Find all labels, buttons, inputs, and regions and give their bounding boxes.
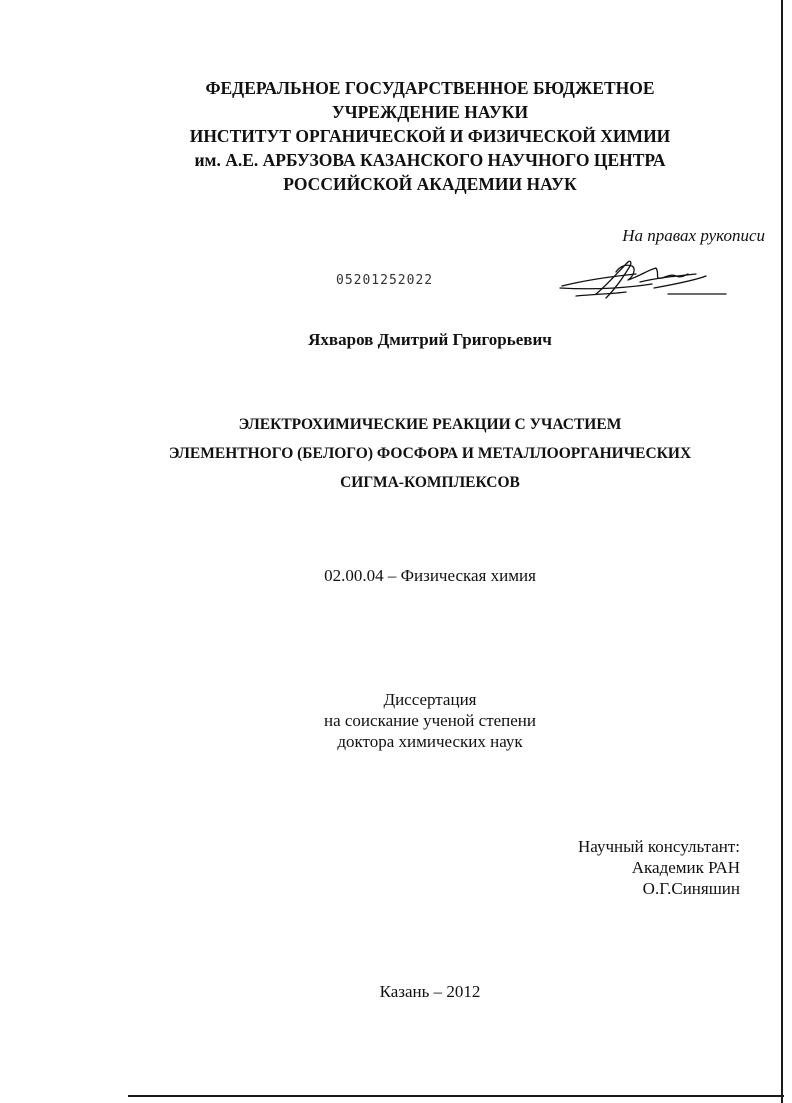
consultant-label: Научный консультант: bbox=[578, 837, 740, 856]
signature-icon bbox=[556, 254, 730, 304]
degree-line-3: доктора химических наук bbox=[337, 732, 523, 751]
author-name: Яхваров Дмитрий Григорьевич bbox=[308, 330, 552, 349]
institution-line-2: УЧРЕЖДЕНИЕ НАУКИ bbox=[331, 102, 529, 122]
degree-line-2: на соискание ученой степени bbox=[323, 711, 537, 730]
scan-edge-bottom bbox=[128, 1095, 784, 1097]
institution-line-5: РОССИЙСКОЙ АКАДЕМИИ НАУК bbox=[283, 174, 577, 194]
title-line-3: СИГМА-КОМПЛЕКСОВ bbox=[340, 474, 520, 491]
rights-note: На правах рукописи bbox=[622, 226, 765, 245]
consultant-rank: Академик РАН bbox=[631, 858, 740, 877]
title-line-1: ЭЛЕКТРОХИМИЧЕСКИЕ РЕАКЦИИ С УЧАСТИЕМ bbox=[238, 416, 622, 433]
stamp-number: 05201252022 bbox=[336, 273, 434, 288]
institution-line-3: ИНСТИТУТ ОРГАНИЧЕСКОЙ И ФИЗИЧЕСКОЙ ХИМИИ bbox=[189, 126, 671, 146]
institution-line-1: ФЕДЕРАЛЬНОЕ ГОСУДАРСТВЕННОЕ БЮДЖЕТНОЕ bbox=[205, 78, 655, 98]
specialty-code: 02.00.04 – Физическая химия bbox=[324, 566, 536, 585]
degree-statement bbox=[150, 689, 710, 752]
title-line-2: ЭЛЕМЕНТНОГО (БЕЛОГО) ФОСФОРА И МЕТАЛЛООРГАНИЧЕСКИХ bbox=[168, 445, 692, 462]
degree-line-1: Диссертация bbox=[383, 690, 477, 709]
institution-heading bbox=[100, 76, 760, 196]
place-and-year: Казань – 2012 bbox=[379, 982, 481, 1001]
consultant-name: О.Г.Синяшин bbox=[642, 879, 740, 898]
scan-edge-right bbox=[781, 0, 783, 1103]
institution-line-4: им. А.Е. АРБУЗОВА КАЗАНСКОГО НАУЧНОГО ЦЕНТРА bbox=[194, 150, 666, 170]
dissertation-title bbox=[100, 410, 760, 497]
scientific-consultant bbox=[480, 836, 740, 899]
